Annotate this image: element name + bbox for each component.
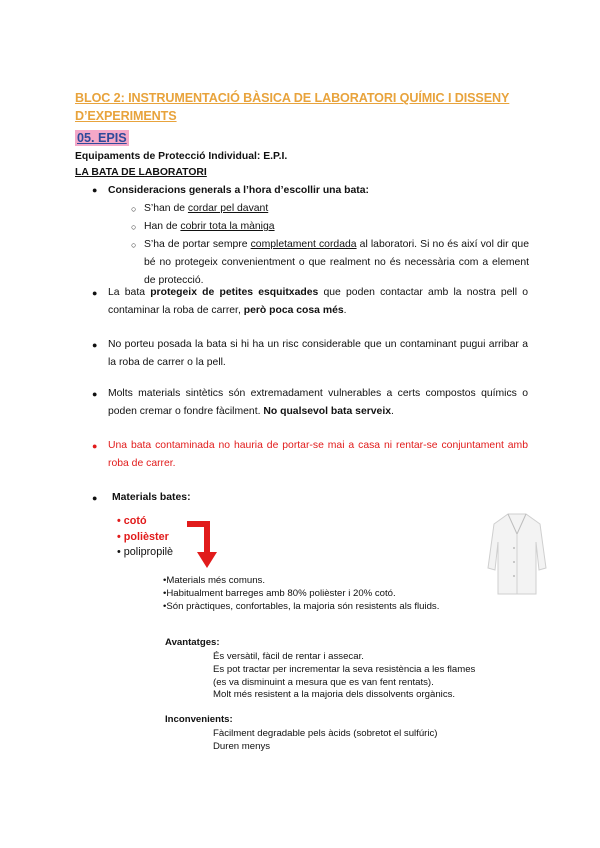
- disadvantages-title: Inconvenients:: [165, 714, 233, 725]
- advantages-list: [213, 651, 513, 702]
- sub-bullet-3: S’ha de portar sempre completament cordada al laboratori. Si no és així vol dir que bé no protegeix convenientment o que realment no és necessària com a element de protecció.: [144, 239, 529, 286]
- sub-bullet-2: Han de cobrir tota la màniga: [144, 221, 275, 232]
- bullet-dot: ●: [92, 493, 98, 503]
- bullet-dot: ●: [92, 288, 98, 298]
- bullet-dot: ●: [92, 185, 98, 195]
- bullet-risk: No porteu posada la bata si hi ha un risc considerable que un contaminant pugui arribar a la roba de carrer o la pell.: [108, 339, 528, 368]
- advantages-title: Avantatges:: [165, 637, 220, 648]
- material-item: • polipropilè: [117, 546, 173, 558]
- material-item: • cotó: [117, 515, 147, 527]
- material-item: • polièster: [117, 530, 169, 543]
- subtitle: Equipaments de Protecció Individual: E.P.I.: [75, 151, 288, 162]
- bullet-protection: La bata protegeix de petites esquitxades que poden contactar amb la nostra pell o contaminar la roba de carrer, però poca cosa més.: [108, 287, 529, 316]
- sub-bullet-circle: ○: [131, 222, 137, 232]
- bullet-text: Consideracions generals a l’hora d’escollir una bata:: [108, 185, 369, 196]
- bloc-title: BLOC 2: INSTRUMENTACIÓ BÀSICA DE LABORATORI QUÍMIC I DISSENY D’EXPERIMENTS: [75, 91, 510, 123]
- bullet-contaminated: Una bata contaminada no hauria de portar-se mai a casa ni rentar-se conjuntament amb roba de carrer.: [108, 440, 528, 469]
- advantage-item: Molt més resistent a la majoria dels dissolvents orgànics.: [213, 689, 456, 701]
- advantage-item: Es pot tractar per incrementar la seva resistència a les flames: [213, 663, 476, 675]
- section-title: 05. EPIS: [77, 131, 127, 145]
- bullet-dot: ●: [92, 340, 98, 350]
- subheading: LA BATA DE LABORATORI: [75, 167, 207, 178]
- lab-coat-icon: [486, 512, 548, 596]
- bullet-dot: ●: [92, 441, 98, 451]
- cotton-note: •Habitualment barreges amb 80% polièster i 20% cotó.: [163, 587, 396, 599]
- sub-bullet-circle: ○: [131, 240, 137, 250]
- disadvantages-list: [213, 728, 513, 754]
- bullet-general-considerations: [108, 182, 528, 200]
- disadvantage-item: Duren menys: [213, 740, 271, 752]
- cotton-notes: [163, 575, 483, 613]
- bullet-dot: ●: [92, 389, 98, 399]
- disadvantage-item: Fàcilment degradable pels àcids (sobretot el sulfúric): [213, 728, 438, 739]
- sub-bullet-1: S’han de cordar pel davant: [144, 203, 269, 214]
- materials-list: [117, 514, 173, 561]
- bullet-synthetic: Molts materials sintètics són extremadament vulnerables a certs compostos químics o poden cremar o fondre fàcilment. No qualsevol bata serveix.: [108, 388, 528, 417]
- sub-bullet-circle: ○: [131, 204, 137, 214]
- cotton-note: •Són pràctiques, confortables, la majoria són resistents als fluids.: [163, 600, 440, 612]
- bullet-materials: Materials bates:: [112, 492, 191, 503]
- cotton-note: •Materials més comuns.: [163, 575, 265, 586]
- red-arrow-icon: [187, 520, 221, 570]
- advantage-item: És versàtil, fàcil de rentar i assecar.: [213, 651, 364, 662]
- advantage-item: (es va disminuint a mesura que es van fent rentats).: [213, 676, 434, 688]
